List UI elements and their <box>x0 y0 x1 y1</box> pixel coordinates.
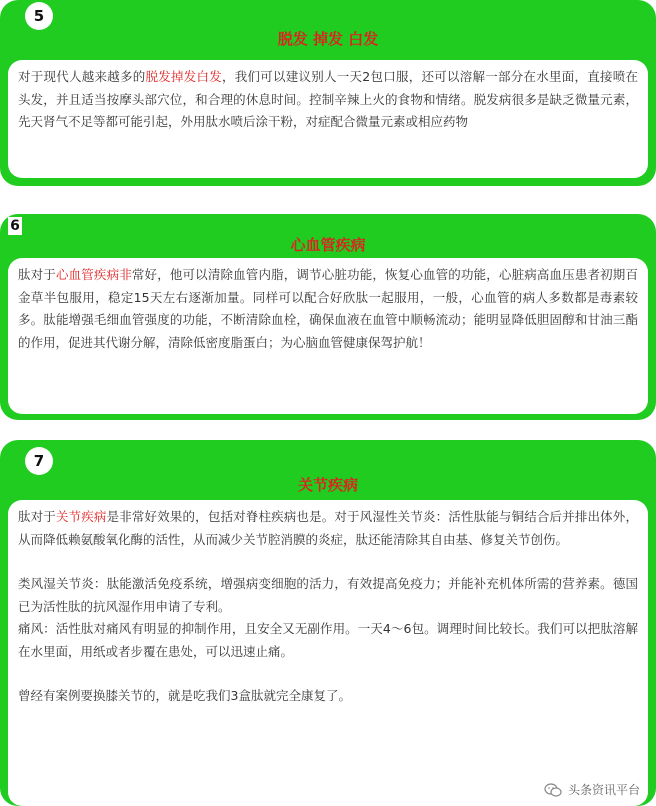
section-title: 脱发 掉发 白发 <box>277 30 379 48</box>
section-title: 关节疾病 <box>297 476 358 494</box>
wechat-icon <box>544 783 562 797</box>
section-body <box>8 500 648 806</box>
source-watermark <box>544 781 640 798</box>
section-card-7 <box>0 440 656 806</box>
section-number-badge: 7 <box>25 447 53 475</box>
source-label: 头条资讯平台 <box>567 783 640 797</box>
highlight-text: 心血管疾病非 <box>55 267 132 282</box>
paragraph: 类风湿关节炎：肽能激活免疫系统，增强病变细胞的活力，有效提高免疫力；并能补充机体所需的营养素。德国已为活性肽的抗风湿作用申请了专利。 <box>18 576 638 614</box>
highlight-text: 关节疾病 <box>55 509 107 524</box>
paragraph: 曾经有案例要换膝关节的，就是吃我们3盒肽就完全康复了。 <box>18 688 351 703</box>
paragraph: 肽对于关节疾病是非常好效果的，包括对脊柱疾病也是。对于风湿性关节炎：活性肽能与铜结合后并排出体外，从而降低赖氨酸氧化酶的活性，从而减少关节腔消膜的炎症，肽还能清除其自由基、修复关节创伤。 <box>18 509 638 547</box>
section-body <box>8 258 648 414</box>
highlight-text: 脱发掉发白发 <box>145 69 223 84</box>
section-number-badge: 5 <box>25 2 53 30</box>
section-number-badge: 6 <box>8 217 22 235</box>
paragraph: 痛风：活性肽对痛风有明显的抑制作用，且安全又无副作用。一天4～6包。调理时间比较长。我们可以把肽溶解在水里面，用纸或者步覆在患处，可以迅速止痛。 <box>18 621 638 659</box>
paragraph: 肽对于心血管疾病非常好，他可以清除血管内脂，调节心脏功能，恢复心血管的功能，心脏病高血压患者初期百金草半包服用，稳定15天左右逐渐加量。同样可以配合好欣肽一起服用，一般，心血管的病人多数都是毒素较多。肽能增强毛细血管强度的功能，不断清除血栓，确保血液在血管中顺畅流动；能明显降低胆固醇和甘油三酯的作用，促进其代谢分解，清除低密度脂蛋白；为心脑血管健康保驾护航！ <box>18 267 638 350</box>
paragraph: 对于现代人越来越多的脱发掉发白发，我们可以建议别人一天2包口服，还可以溶解一部分在水里面，直接喷在头发，并且适当按摩头部穴位，和合理的休息时间。控制辛辣上火的食物和情绪。脱发病很多是缺乏微量元素，先天肾气不足等都可能引起，外用肽水喷后涂干粉，对症配合微量元素或相应药物 <box>18 69 638 129</box>
section-title: 心血管疾病 <box>290 236 366 254</box>
section-card-6 <box>0 214 656 420</box>
section-body <box>8 60 648 178</box>
section-card-5 <box>0 0 656 186</box>
